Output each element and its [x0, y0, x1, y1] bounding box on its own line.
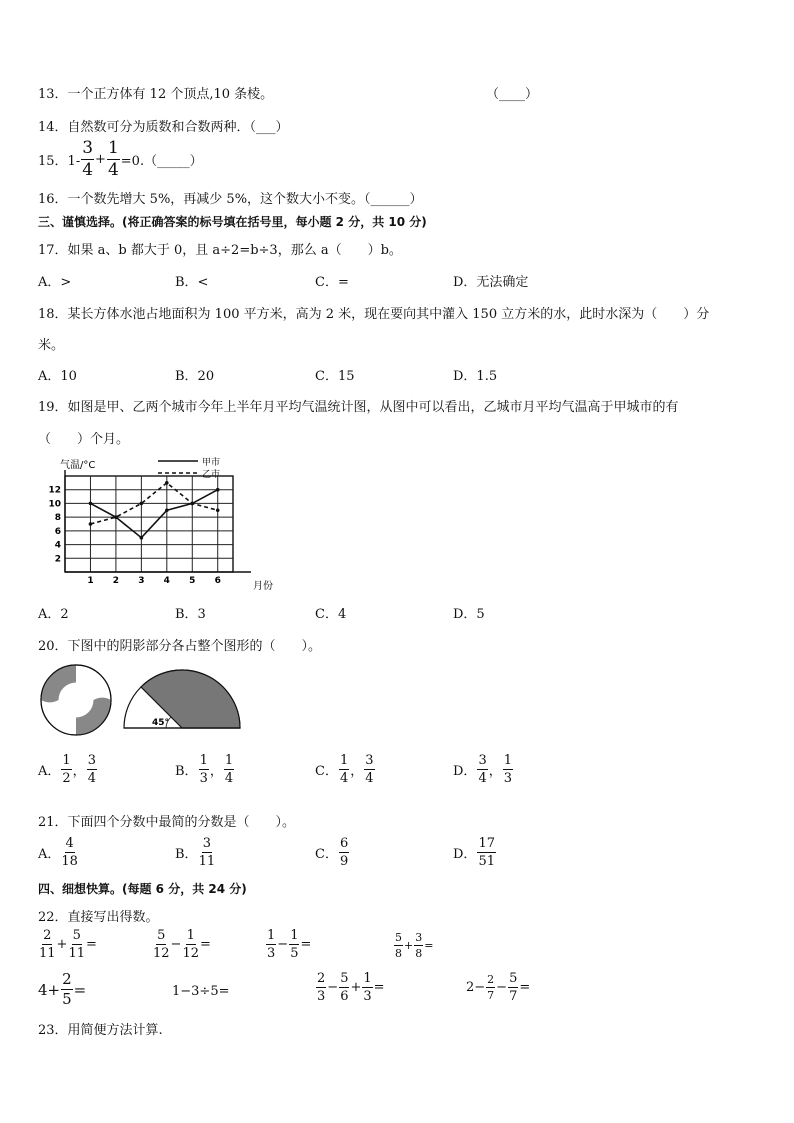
- expression-7: $\frac{2}{3}$ − $\frac{5}{6}$ + $\frac{1}{3}$ =: [317, 971, 385, 1004]
- question-18-line1: 18．某长方体水池占地面积为 100 平方米，高为 2 米，现在要向其中灌入 150 立方米的水，此时水深为（ ）分: [38, 307, 710, 322]
- question-15-suffix: =0.（_____）: [120, 154, 203, 169]
- question-17: 17．如果 a、b 都大于 0，且 a÷2=b÷3，那么 a（ ）b。: [38, 243, 402, 258]
- temperature-line-chart: [40, 452, 290, 594]
- chart-ylabel: 气温/°C: [60, 460, 96, 471]
- expression-3: $\frac{1}{3}$ − $\frac{1}{5}$ =: [267, 928, 312, 961]
- option-17-c[interactable]: C．=: [315, 275, 349, 290]
- data-point-series-2: [89, 522, 93, 526]
- question-13: [38, 83, 273, 102]
- expression-5: 4+ $\frac{2}{5}$ =: [38, 970, 87, 1008]
- question-19-line2: （ ）个月。: [38, 432, 130, 447]
- expression-4: $\frac{5}{8}$ + $\frac{3}{8}$ =: [395, 931, 434, 960]
- x-tick-label: 4: [163, 576, 170, 586]
- question-20: 20．下图中的阴影部分各占整个图形的（ ）。: [38, 639, 322, 654]
- question-18-line2: 米。: [38, 338, 65, 353]
- y-tick-label: 10: [48, 499, 61, 510]
- option-20-a[interactable]: A． $\frac{1}{2}$ ， $\frac{3}{4}$: [38, 753, 96, 786]
- angle-label: 45°: [152, 718, 170, 728]
- option-18-d[interactable]: D．1.5: [453, 369, 498, 384]
- expression-1: $\frac{2}{11}$ + $\frac{5}{11}$ =: [39, 928, 97, 961]
- option-21-d[interactable]: D． $\frac{17}{51}$: [453, 836, 495, 869]
- option-19-d[interactable]: D．5: [453, 607, 485, 622]
- option-18-a[interactable]: A．10: [38, 369, 77, 384]
- question-23: 23．用简便方法计算.: [38, 1023, 163, 1038]
- option-18-b[interactable]: B．20: [175, 369, 215, 384]
- option-19-b[interactable]: B．3: [175, 607, 206, 622]
- option-21-c[interactable]: C． $\frac{6}{9}$: [315, 836, 349, 869]
- answer-blank-13[interactable]: （____）: [486, 87, 539, 102]
- legend-series-2: 乙市: [202, 470, 221, 480]
- data-point-series-2: [216, 508, 220, 512]
- option-19-a[interactable]: A．2: [38, 607, 69, 622]
- data-point-series-2: [165, 481, 169, 485]
- fraction-1-4: $\frac{1}{4}$: [107, 138, 119, 180]
- semicircle-sector-figure: [122, 668, 244, 732]
- x-tick-label: 2: [112, 576, 120, 586]
- question-14: 14．自然数可分为质数和合数两种．（___）: [38, 120, 289, 135]
- section-3-title: 三、谨慎选择。(将正确答案的标号填在括号里，每小题 2 分，共 10 分): [38, 215, 427, 229]
- x-tick-label: 3: [138, 576, 145, 586]
- y-tick-label: 12: [48, 485, 61, 496]
- y-tick-label: 2: [54, 554, 61, 565]
- y-tick-label: 6: [54, 526, 61, 537]
- y-tick-label: 8: [54, 513, 61, 524]
- expression-6: 1−3÷5=: [172, 984, 230, 999]
- data-point-series-1: [216, 488, 220, 492]
- x-tick-label: 5: [189, 576, 196, 586]
- data-point-series-1: [140, 536, 144, 540]
- x-tick-label: 1: [87, 576, 94, 586]
- data-point-series-1: [165, 508, 169, 512]
- question-21: 21．下面四个分数中最简的分数是（ ）。: [38, 815, 296, 830]
- expression-2: $\frac{5}{12}$ − $\frac{1}{12}$ =: [153, 928, 211, 961]
- data-point-series-1: [89, 502, 93, 506]
- data-point-series-2: [114, 515, 118, 519]
- option-18-c[interactable]: C．15: [315, 369, 355, 384]
- question-19-line1: 19．如图是甲、乙两个城市今年上半年月平均气温统计图，从图中可以看出，乙城市月平均气温高于甲城市的有: [38, 400, 679, 415]
- expression-8: 2− $\frac{2}{7}$ − $\frac{5}{7}$ =: [466, 971, 531, 1004]
- question-15-prefix: 15．1-: [38, 154, 81, 169]
- option-20-d[interactable]: D． $\frac{3}{4}$ ， $\frac{1}{3}$: [453, 753, 513, 786]
- question-22: 22．直接写出得数。: [38, 910, 159, 925]
- question-13-text: 13．一个正方体有 12 个顶点,10 条棱。: [38, 87, 274, 102]
- option-17-a[interactable]: A．>: [38, 275, 72, 290]
- option-17-b[interactable]: B．<: [175, 275, 209, 290]
- question-15: 15．1- $\frac{3}{4}$ + $\frac{1}{4}$ =0.（_____）: [38, 138, 203, 180]
- circle-pinwheel-figure: [38, 664, 118, 736]
- legend-series-1: 甲市: [202, 458, 221, 468]
- question-16: 16．一个数先增大 5%，再减少 5%，这个数大小不变。（______）: [38, 192, 423, 207]
- data-point-series-2: [140, 502, 144, 506]
- option-20-b[interactable]: B． $\frac{1}{3}$ ， $\frac{1}{4}$: [175, 753, 234, 786]
- section-4-title: 四、细想快算。(每题 6 分，共 24 分): [38, 882, 247, 896]
- data-point-series-2: [190, 502, 194, 506]
- option-21-a[interactable]: A． $\frac{4}{18}$: [38, 836, 78, 869]
- x-tick-label: 6: [214, 576, 221, 586]
- chart-xlabel: 月份: [253, 581, 273, 592]
- option-17-d[interactable]: D．无法确定: [453, 275, 529, 290]
- option-21-b[interactable]: B． $\frac{3}{11}$: [175, 836, 216, 869]
- option-20-c[interactable]: C． $\frac{1}{4}$ ， $\frac{3}{4}$: [315, 753, 374, 786]
- fraction-3-4: $\frac{3}{4}$: [82, 138, 94, 180]
- y-tick-label: 4: [54, 540, 61, 551]
- option-19-c[interactable]: C．4: [315, 607, 347, 622]
